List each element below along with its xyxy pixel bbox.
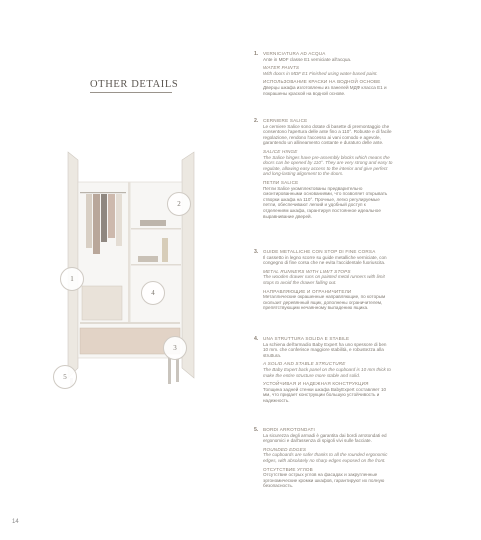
callout-marker: 4 (141, 281, 165, 305)
feature-heading-ru: НАПРАВЛЯЮЩИЕ И ОГРАНИЧИТЕЛИ (263, 288, 352, 294)
feature-text-ru: эргономические кромки шкафов, гарантируют их полную (263, 477, 385, 483)
feature-heading-en: WATER PAINTS (263, 65, 300, 71)
feature-text-ru: отделениям шкафа, гарантируя постоянное идеальное (263, 207, 381, 213)
feature-text-ru: створки шкафа на 110°. Прочные, легко регулируемые (263, 196, 380, 202)
feature-number: 2. (254, 118, 259, 124)
feature-text-it: consentono l'apertura delle ante fino a 110°. Robuste e di facile (263, 129, 392, 135)
feature-text-ru: мм, что придает конструкции большую устойчивость и (263, 392, 380, 398)
feature-heading-it: GUIDE METALLICHE CON STOP DI FINE CORSA (263, 249, 376, 254)
feature-text-ru: препятствующим нечаянному выпадению ящика. (263, 305, 369, 311)
feature-number: 1. (254, 51, 259, 57)
feature-text-ru: Толщина задней стенки шкафа BabyExpert составляет 10 (263, 386, 387, 392)
feature-2 (254, 118, 428, 219)
feature-text-ru: надежность. (263, 397, 290, 403)
feature-text-ru: Отсутствие острых углов на фасадах и закругленные (263, 472, 378, 478)
feature-heading-ru: ИСПОЛЬЗОВАНИЕ КРАСКИ НА ВОДНОЙ ОСНОВЕ (263, 79, 381, 85)
feature-text-en: make the entire structure more stable and solid. (263, 372, 361, 378)
feature-text-ru: Дверцы шкафа изготовлены из панелей МДФ класса Е1 и (263, 84, 387, 90)
feature-heading-it: VERNICIATURA AD ACQUA (263, 51, 326, 56)
feature-3 (254, 249, 428, 311)
feature-heading-en: ROUNDED EDGES (263, 446, 307, 452)
title-underline (90, 92, 172, 93)
feature-number: 3. (254, 249, 259, 255)
page-number: 14 (12, 519, 19, 525)
feature-text-en: stops to avoid the drawer falling out. (263, 279, 337, 285)
feature-5 (254, 427, 428, 489)
feature-text-ru: выравнивание дверей. (263, 213, 312, 219)
feature-text-en: doors can be opened by 110°. They are very strong and easy to (263, 160, 393, 166)
feature-heading-ru: УСТОЙЧИВАЯ И НАДЕЖНАЯ КОНСТРУКЦИЯ (263, 381, 369, 387)
feature-text-it: Il cassetto in legno scorre su guide metalliche verniciate, con (263, 254, 387, 260)
feature-text-it: congegno di fine corsa che ne evita l'accidentale fuoriuscita. (263, 260, 386, 266)
feature-text-ru: безопасность. (263, 483, 294, 489)
feature-text-en: The cupboards are safer thanks to all the rounded ergonomic (263, 452, 388, 458)
feature-text-ru: покрашены краской на водной основе. (263, 90, 346, 96)
callout-marker: 2 (167, 192, 191, 216)
feature-text-it: garantendo un allineamento costante e duraturo delle ante. (263, 140, 384, 146)
feature-heading-it: BORDI ARROTONDATI (263, 427, 315, 432)
feature-text-ru: Петли Salice укомплектованы предварительно (263, 185, 363, 191)
feature-text-en: The Salice hinges have pre-assembly blocks which means the (263, 154, 390, 160)
page-title: OTHER DETAILS (90, 79, 179, 90)
feature-text-en: regulate, allowing easy access to the interior and give perfect (263, 165, 388, 171)
feature-text-it: struttura. (263, 352, 282, 358)
feature-number: 5. (254, 427, 259, 433)
feature-text-ru: скользит деревянный ящик, дополнены ограничителем, (263, 299, 383, 305)
feature-1 (254, 51, 428, 96)
callout-marker: 1 (60, 267, 84, 291)
feature-heading-en: METAL RUNNERS WITH LIMIT STOPS (263, 268, 351, 274)
feature-heading-it: UNA STRUTTURA SOLIDA E STABILE (263, 336, 350, 341)
feature-text-en: edges, with absolutely no sharp edges exposed on the front. (263, 457, 386, 463)
feature-heading-ru: ОТСУТСТВИЕ УГЛОВ (263, 466, 313, 472)
feature-text-en: and long-lasting alignment to the doors. (263, 171, 344, 177)
feature-heading-it: CERNIERE SALICE (263, 118, 308, 123)
feature-text-ru: смонтированными основаниями, что позволяет открывать (263, 191, 388, 197)
feature-text-en: With doors in MDF E1 Finished using water-based paint. (263, 70, 378, 76)
callout-marker: 3 (163, 336, 187, 360)
feature-text-it: Le cerniere Salice sono dotate di basette di premontaggio che (263, 123, 390, 129)
feature-text-ru: Металлические окрашенные направляющие, по которым (263, 294, 386, 300)
feature-text-ru: петли, обеспечивают легкий и удобный доступ к (263, 202, 366, 208)
feature-4 (254, 336, 428, 404)
feature-text-it: regolazione, rendono l'accesso ai vani comodo e agevole, (263, 134, 381, 140)
feature-heading-en: SALICE HINGE (263, 148, 298, 154)
feature-number: 4. (254, 336, 259, 342)
feature-text-en: The wooden drawer runs on painted metal runners with limit (263, 274, 385, 280)
feature-text-en: The Baby Expert back panel on the cupboard is 10 mm thick to (263, 366, 391, 372)
feature-text-it: La sicurezza degli armadi è garantita dai bordi arrotondati ed (263, 432, 387, 438)
feature-text-it: Ante in MDF classe E1 verniciate all'acqua. (263, 56, 352, 62)
callout-marker: 5 (53, 365, 77, 389)
feature-text-it: ergonomici e dall'assenza di spigoli vivi sulle facciate. (263, 438, 372, 444)
feature-heading-ru: ПЕТЛИ SALICE (263, 179, 299, 185)
feature-text-it: La schiena dell'armadio Baby Expert ha uno spessore di ben (263, 341, 387, 347)
feature-heading-en: A SOLID AND STABLE STRUCTURE (263, 361, 346, 367)
feature-text-it: 10 mm. che conferisce maggiore stabilità, e robustezza alla (263, 347, 384, 353)
